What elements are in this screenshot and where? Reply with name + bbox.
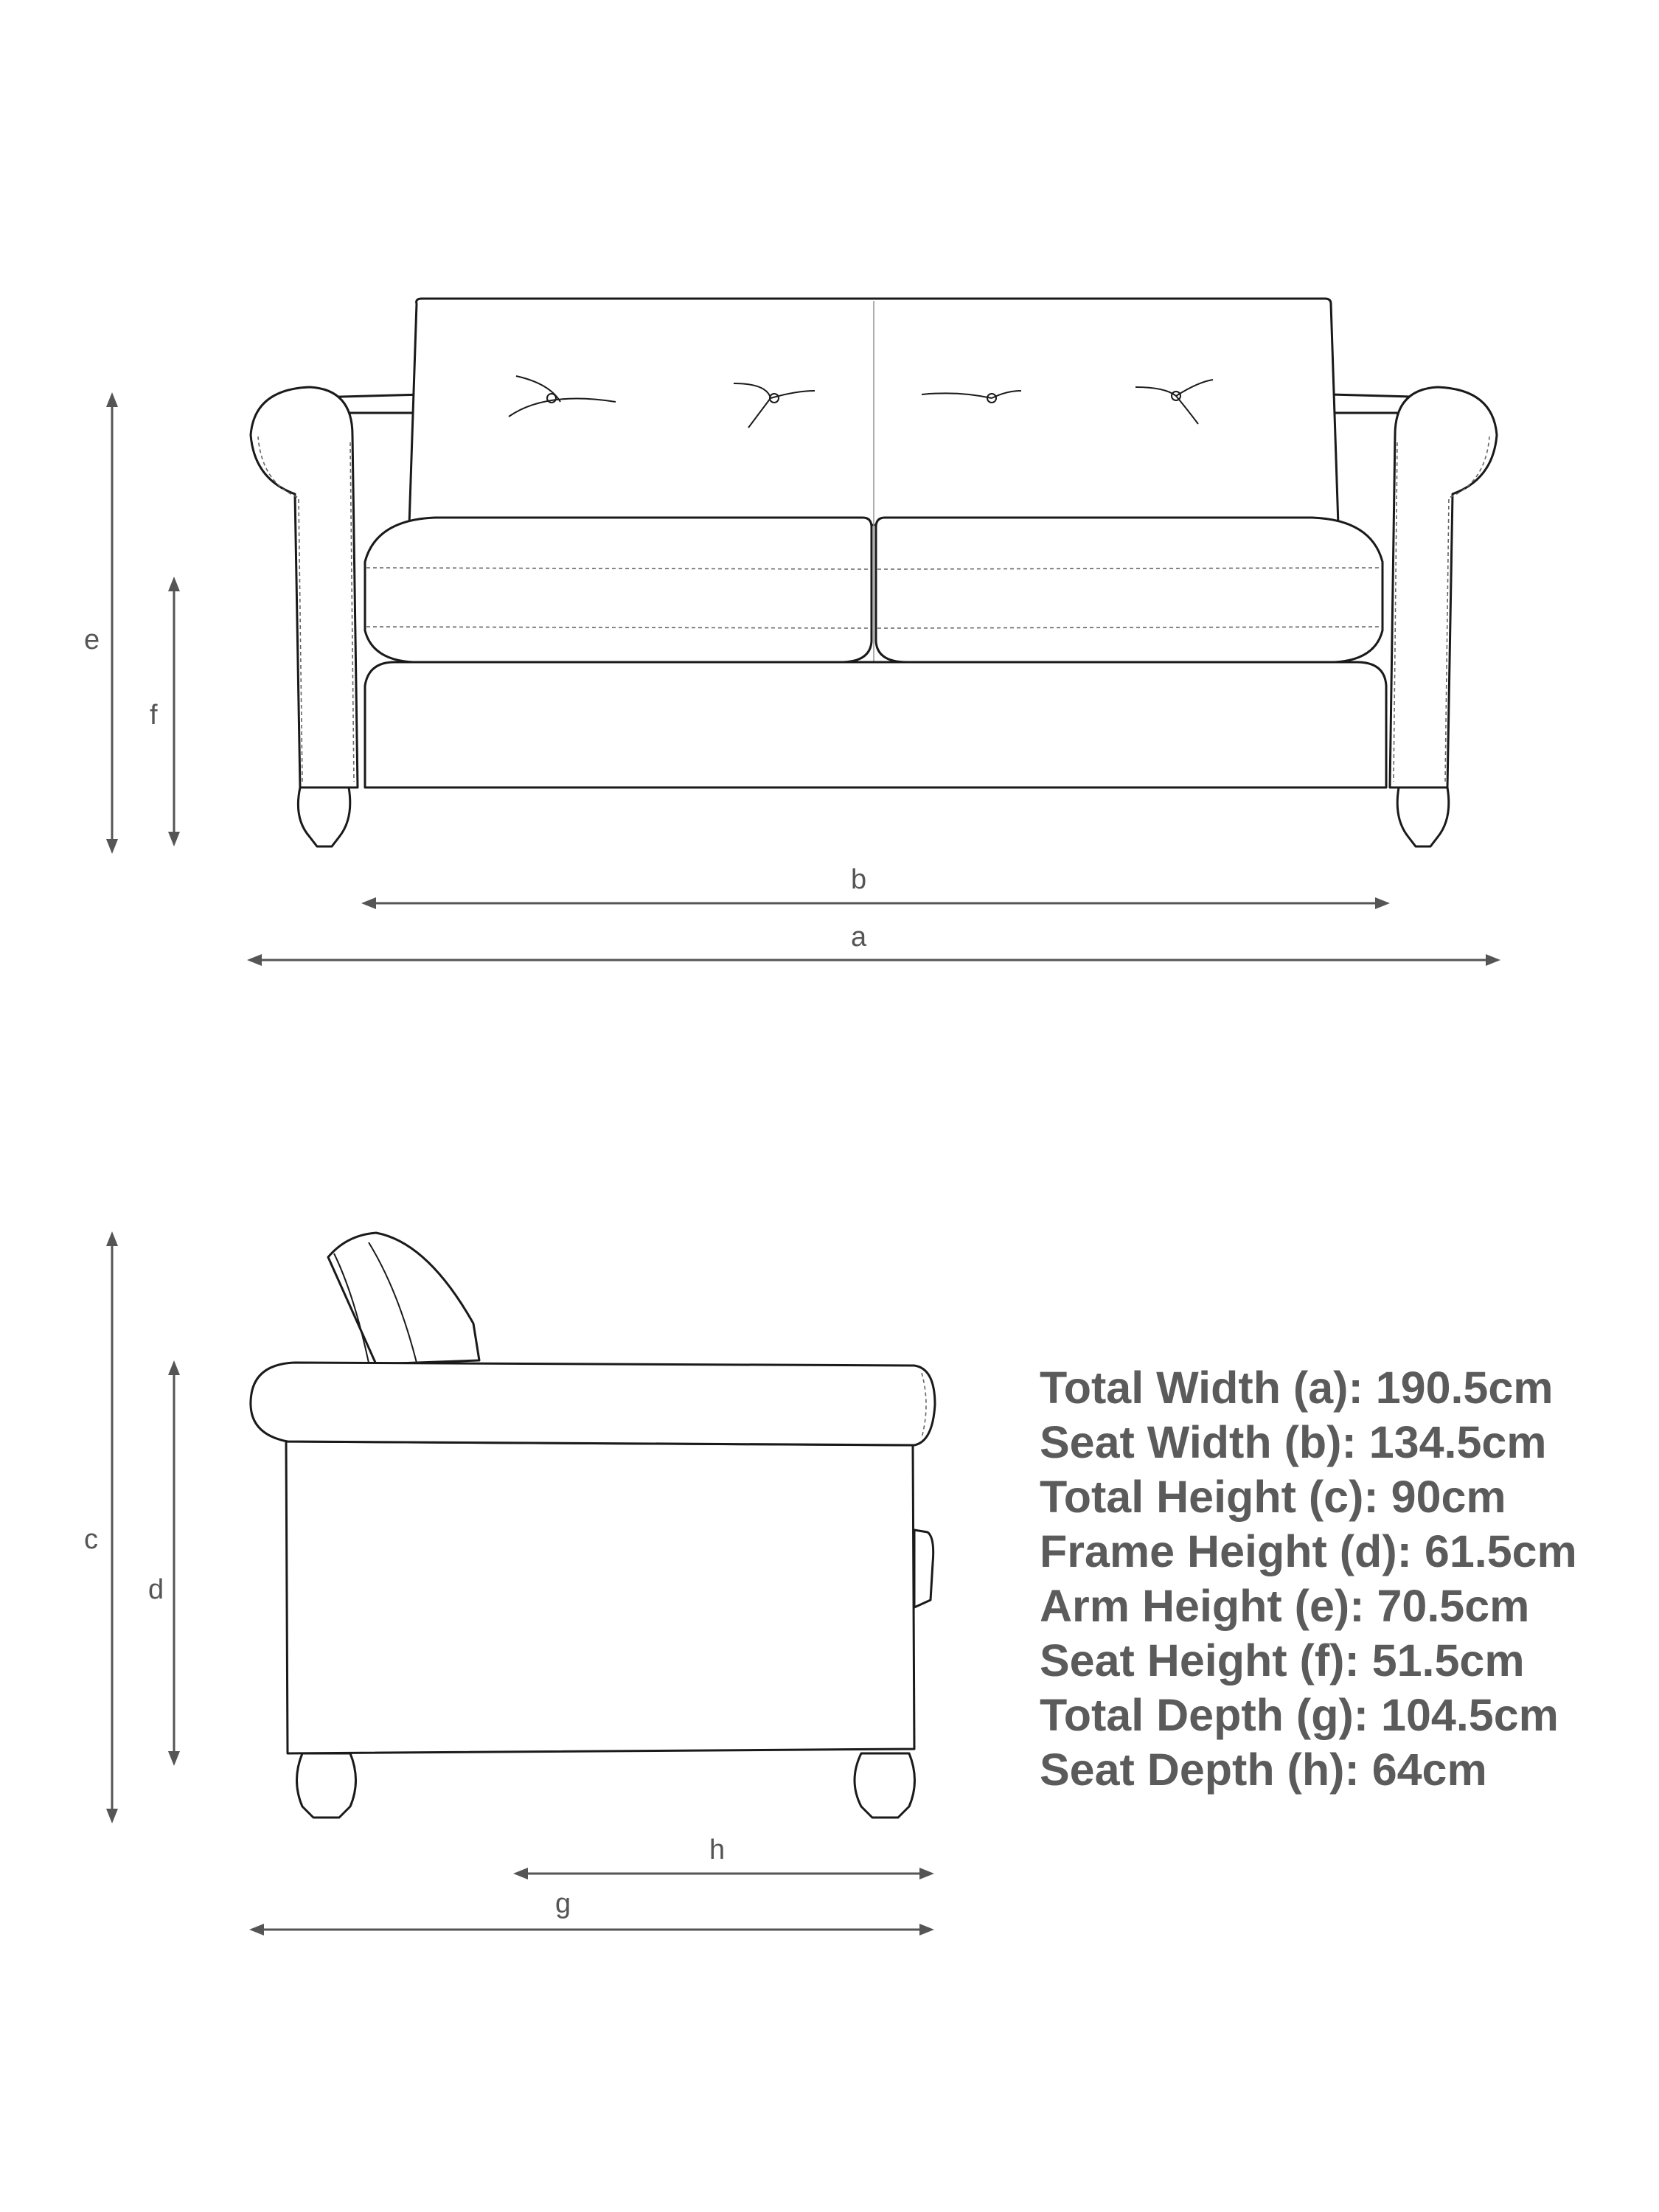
side-rear-foot xyxy=(855,1753,915,1818)
side-back-cushion xyxy=(328,1233,479,1364)
dimension-line-g xyxy=(249,1924,934,1935)
dimension-label-f: f xyxy=(150,700,158,731)
spec-total-height: Total Height (c): 90cm xyxy=(1040,1472,1506,1522)
side-arm-roll xyxy=(251,1363,935,1445)
dimension-line-a xyxy=(247,954,1500,966)
dimension-label-h: h xyxy=(709,1834,726,1865)
dimension-label-c: c xyxy=(84,1524,98,1555)
spec-total-depth: Total Depth (g): 104.5cm xyxy=(1040,1690,1559,1740)
dimension-line-d xyxy=(168,1360,180,1766)
dimension-line-b xyxy=(361,897,1390,909)
dimension-label-a: a xyxy=(851,922,867,953)
spec-seat-depth: Seat Depth (h): 64cm xyxy=(1040,1745,1487,1795)
spec-total-width: Total Width (a): 190.5cm xyxy=(1040,1363,1554,1413)
dimension-label-e: e xyxy=(84,625,100,655)
seat-cushion-left xyxy=(365,518,872,662)
front-right-foot xyxy=(1397,787,1449,846)
dimension-label-g: g xyxy=(555,1888,571,1919)
dimension-label-b: b xyxy=(851,864,867,895)
dimension-line-h xyxy=(513,1868,934,1879)
dimension-label-d: d xyxy=(148,1574,164,1605)
right-arm xyxy=(1390,387,1497,787)
dimension-line-f xyxy=(168,577,180,846)
spec-frame-height: Frame Height (d): 61.5cm xyxy=(1040,1526,1577,1576)
side-frame xyxy=(286,1441,914,1753)
side-front-foot xyxy=(297,1753,356,1818)
spec-seat-height: Seat Height (f): 51.5cm xyxy=(1040,1635,1525,1686)
spec-arm-height: Arm Height (e): 70.5cm xyxy=(1040,1581,1530,1631)
dimension-spec-list xyxy=(1040,1360,1644,1797)
dimension-line-c xyxy=(106,1231,118,1823)
left-arm xyxy=(251,387,358,787)
side-view-sofa xyxy=(251,1233,935,1818)
sofa-base xyxy=(365,662,1386,787)
front-view-sofa xyxy=(251,299,1497,846)
front-left-foot xyxy=(298,787,349,846)
dimension-line-e xyxy=(106,392,118,854)
spec-seat-width: Seat Width (b): 134.5cm xyxy=(1040,1417,1547,1467)
seat-cushion-right xyxy=(876,518,1382,662)
